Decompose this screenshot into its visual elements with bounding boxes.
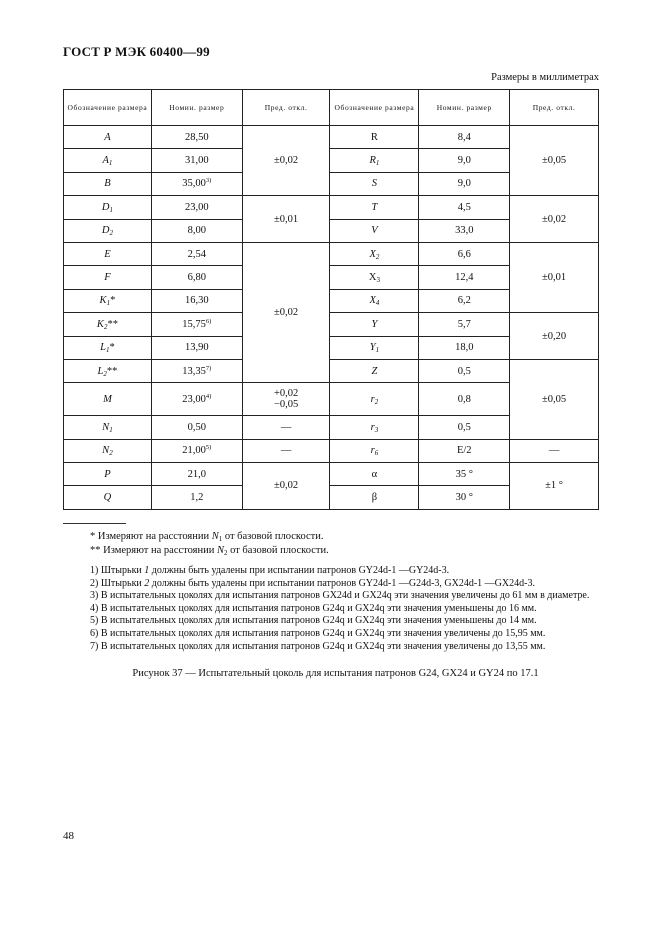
nominal-cell: 2,54 xyxy=(151,242,242,265)
symbol-cell xyxy=(64,439,152,462)
document-header: ГОСТ Р МЭК 60400—99 xyxy=(63,44,210,59)
tolerance-cell: ±0,05 xyxy=(510,359,599,439)
symbol-cell xyxy=(64,266,152,289)
nominal-cell: 16,30 xyxy=(151,289,242,312)
table-row xyxy=(64,126,599,149)
nominal-cell: 9,0 xyxy=(419,149,510,172)
note-3: 3) В испытательных цоколях для испытания патронов GX24d и GX24q эти значения увеличены до 61 мм в диаметре. xyxy=(90,590,590,602)
footnote-text: от базовой плоскости. xyxy=(227,545,329,556)
symbol-cell xyxy=(330,219,419,242)
nominal-cell: 0,5 xyxy=(419,416,510,439)
nominal-cell: 0,50 xyxy=(151,416,242,439)
symbol: N xyxy=(102,445,110,457)
symbol-cell xyxy=(64,242,152,265)
symbol: P xyxy=(104,468,111,480)
nominal-value: 15,75 xyxy=(182,318,206,330)
symbol: N xyxy=(102,421,110,433)
symbol-mark: * xyxy=(110,295,116,307)
symbol: T xyxy=(371,201,378,213)
symbol: V xyxy=(371,225,378,237)
tolerance-upper: +0,02 xyxy=(273,388,299,400)
symbol-subscript: 3 xyxy=(376,276,380,285)
header-cell: Обозначение размера xyxy=(64,90,152,126)
symbol-cell xyxy=(330,463,419,486)
symbol: A xyxy=(104,131,111,143)
nominal-cell: 33,0 xyxy=(419,219,510,242)
table-row xyxy=(64,439,599,462)
symbol-cell xyxy=(64,126,152,149)
symbol-subscript: 2 xyxy=(103,322,108,331)
symbol-mark: ** xyxy=(107,318,118,330)
symbol-subscript: 1 xyxy=(109,425,113,434)
note-5: 5) В испытательных цоколях для испытания патронов G24q и GX24q эти значения уменьшены до 14 мм. xyxy=(90,615,537,627)
symbol: r xyxy=(370,393,375,405)
symbol-cell xyxy=(330,149,419,172)
nominal-cell: 30 ° xyxy=(419,486,510,509)
symbol-mark: ** xyxy=(106,365,118,377)
nominal-cell: 9,0 xyxy=(419,172,510,195)
symbol-cell xyxy=(330,486,419,509)
symbol: S xyxy=(371,178,378,190)
symbol: M xyxy=(103,393,112,405)
nominal-cell: 35 ° xyxy=(419,463,510,486)
symbol: E xyxy=(104,248,111,260)
symbol: R xyxy=(369,155,376,167)
footnote-ref: 5) xyxy=(205,444,212,452)
nominal-cell: 0,8 xyxy=(419,383,510,416)
footnote-symbol: N xyxy=(211,531,219,542)
symbol-subscript: 3 xyxy=(374,425,379,434)
tolerance-cell: ±0,01 xyxy=(242,196,330,243)
star-footnotes xyxy=(90,530,329,558)
nominal-cell: 8,00 xyxy=(151,219,242,242)
symbol-subscript: 2 xyxy=(109,449,113,458)
symbol: D xyxy=(101,201,110,213)
page-number: 48 xyxy=(63,830,74,842)
symbol: X xyxy=(368,272,377,284)
symbol-cell xyxy=(64,336,152,359)
symbol: L xyxy=(97,365,104,377)
symbol-subscript: 2 xyxy=(103,369,107,378)
nominal-cell: 28,50 xyxy=(151,126,242,149)
symbol-cell xyxy=(330,359,419,382)
nominal-cell xyxy=(151,439,242,462)
symbol-subscript: 1 xyxy=(108,159,113,168)
symbol: β xyxy=(371,492,378,504)
nominal-cell: 1,2 xyxy=(151,486,242,509)
symbol-cell xyxy=(64,383,152,416)
symbol-cell xyxy=(330,196,419,219)
symbol-subscript: 2 xyxy=(374,397,379,406)
symbol-cell xyxy=(64,463,152,486)
footnote-ref: 6) xyxy=(205,317,212,325)
nominal-cell: 8,4 xyxy=(419,126,510,149)
tolerance-cell: ±0,05 xyxy=(510,126,599,196)
symbol-cell xyxy=(330,289,419,312)
symbol: D xyxy=(101,225,110,237)
symbol-subscript: 1 xyxy=(375,346,380,355)
nominal-cell: 5,7 xyxy=(419,313,510,336)
header-cell: Пред. откл. xyxy=(242,90,330,126)
symbol-cell xyxy=(64,196,152,219)
table-header-row xyxy=(64,90,599,126)
symbol: R xyxy=(370,131,378,143)
symbol: Y xyxy=(371,318,378,330)
symbol-cell xyxy=(64,172,152,195)
footnote-ref: 3) xyxy=(205,177,212,185)
footnote-ref: 7) xyxy=(205,364,212,372)
tolerance-cell: ±0,02 xyxy=(242,126,330,196)
note-1 xyxy=(63,565,599,578)
units-note: Размеры в миллиметрах xyxy=(491,72,599,83)
symbol: α xyxy=(371,468,378,480)
symbol-cell xyxy=(330,383,419,416)
symbol-subscript: 1 xyxy=(106,299,111,308)
table-row xyxy=(64,359,599,382)
nominal-cell: 13,90 xyxy=(151,336,242,359)
nominal-cell: 23,00 xyxy=(151,196,242,219)
nominal-cell xyxy=(151,313,242,336)
header-cell: Номин. размер xyxy=(419,90,510,126)
nominal-cell xyxy=(151,383,242,416)
symbol: F xyxy=(104,272,111,284)
table-row xyxy=(64,313,599,336)
symbol: K xyxy=(96,318,104,330)
table-row xyxy=(64,196,599,219)
symbol-cell xyxy=(330,416,419,439)
symbol: A xyxy=(102,155,109,167)
nominal-cell: 31,00 xyxy=(151,149,242,172)
symbol-cell xyxy=(64,486,152,509)
symbol-mark: * xyxy=(109,342,115,354)
footnote-star-1 xyxy=(90,530,329,544)
symbol-subscript: 2 xyxy=(375,252,380,261)
nominal-cell: 21,0 xyxy=(151,463,242,486)
table-row xyxy=(64,463,599,486)
note-text: 1) Штырьки xyxy=(90,565,145,576)
footnote-symbol: N xyxy=(216,545,224,556)
symbol-cell xyxy=(330,126,419,149)
note-text: должны быть удалены при испытании патронов GY24d-1 —G24d-3, GX24d-1 —GX24d-3. xyxy=(149,577,535,589)
symbol-cell xyxy=(330,336,419,359)
nominal-cell: 18,0 xyxy=(419,336,510,359)
header-cell: Пред. откл. xyxy=(510,90,599,126)
symbol-cell xyxy=(64,359,152,382)
symbol: B xyxy=(104,178,111,190)
note-italic: 1 xyxy=(144,565,150,576)
nominal-cell: 4,5 xyxy=(419,196,510,219)
note-4: 4) В испытательных цоколях для испытания патронов G24q и GX24q эти значения уменьшены до 16 мм. xyxy=(90,602,537,614)
nominal-cell: 6,6 xyxy=(419,242,510,265)
note-text: 2) Штырьки xyxy=(90,577,145,589)
table-row xyxy=(64,242,599,265)
nominal-cell: E/2 xyxy=(419,439,510,462)
nominal-cell xyxy=(151,359,242,382)
tolerance-cell: — xyxy=(242,439,330,462)
figure-caption: Рисунок 37 — Испытательный цоколь для испытания патронов G24, GX24 и GY24 по 17.1 xyxy=(132,668,539,679)
symbol-cell xyxy=(64,416,152,439)
symbol-subscript: 6 xyxy=(374,449,379,458)
footnote-text: * Измеряют на расстоянии xyxy=(90,531,212,542)
note-italic: 2 xyxy=(144,577,150,589)
symbol-subscript: 1 xyxy=(375,159,380,168)
symbol-cell xyxy=(330,313,419,336)
tolerance-cell: ±1 ° xyxy=(510,463,599,510)
symbol-subscript: 2 xyxy=(109,229,113,238)
nominal-cell: 12,4 xyxy=(419,266,510,289)
dimensions-table xyxy=(63,89,599,510)
symbol: r xyxy=(370,445,375,457)
tolerance-cell: ±0,01 xyxy=(510,242,599,312)
nominal-value: 13,35 xyxy=(182,365,206,377)
symbol: X xyxy=(369,295,376,307)
symbol-cell xyxy=(330,439,419,462)
note-6: 6) В испытательных цоколях для испытания патронов G24q и GX24q эти значения увеличены до 15,95 мм. xyxy=(90,627,546,639)
nominal-cell: 0,5 xyxy=(419,359,510,382)
symbol: r xyxy=(370,421,375,433)
footnote-text: от базовой плоскости. xyxy=(222,531,324,542)
footnote-divider xyxy=(63,523,126,524)
symbol-cell xyxy=(330,242,419,265)
footnote-star-2 xyxy=(90,544,329,558)
header-cell: Номин. размер xyxy=(151,90,242,126)
symbol-cell xyxy=(64,289,152,312)
tolerance-cell: ±0,02 xyxy=(242,242,330,382)
symbol-cell xyxy=(64,313,152,336)
nominal-value: 23,00 xyxy=(182,393,206,405)
symbol: Z xyxy=(371,365,378,377)
symbol-subscript: 4 xyxy=(375,299,380,308)
symbol: Y xyxy=(369,342,376,354)
symbol-subscript: 1 xyxy=(109,205,113,214)
tolerance-cell: ±0,02 xyxy=(510,196,599,243)
tolerance-cell xyxy=(242,383,330,416)
note-text: должны быть удалены при испытании патронов GY24d-1 —GY24d-3. xyxy=(149,565,450,576)
symbol: Q xyxy=(103,492,112,504)
symbol-cell xyxy=(64,149,152,172)
symbol-cell xyxy=(330,172,419,195)
nominal-cell xyxy=(151,172,242,195)
symbol: K xyxy=(99,295,107,307)
tolerance-cell: ±0,20 xyxy=(510,313,599,360)
symbol-cell xyxy=(330,266,419,289)
note-7: 7) В испытательных цоколях для испытания патронов G24q и GX24q эти значения увеличены до 13,55 мм. xyxy=(90,640,546,652)
note-2 xyxy=(63,578,599,591)
tolerance-lower: −0,05 xyxy=(273,399,299,411)
footnote-subscript: 2 xyxy=(223,549,228,557)
tolerance-cell: — xyxy=(510,439,599,462)
footnote-subscript: 1 xyxy=(218,535,223,543)
numbered-notes xyxy=(63,565,599,653)
nominal-cell: 6,2 xyxy=(419,289,510,312)
symbol: L xyxy=(100,342,106,354)
header-cell: Обозначение размера xyxy=(330,90,419,126)
tolerance-cell: ±0,02 xyxy=(242,463,330,510)
tolerance-cell: — xyxy=(242,416,330,439)
symbol-subscript: 1 xyxy=(105,346,110,355)
footnote-ref: 4) xyxy=(205,392,212,400)
symbol-cell xyxy=(64,219,152,242)
symbol: X xyxy=(369,248,376,260)
footnote-text: ** Измеряют на расстоянии xyxy=(90,545,217,556)
nominal-value: 21,00 xyxy=(182,445,206,457)
nominal-value: 35,00 xyxy=(182,178,206,190)
nominal-cell: 6,80 xyxy=(151,266,242,289)
